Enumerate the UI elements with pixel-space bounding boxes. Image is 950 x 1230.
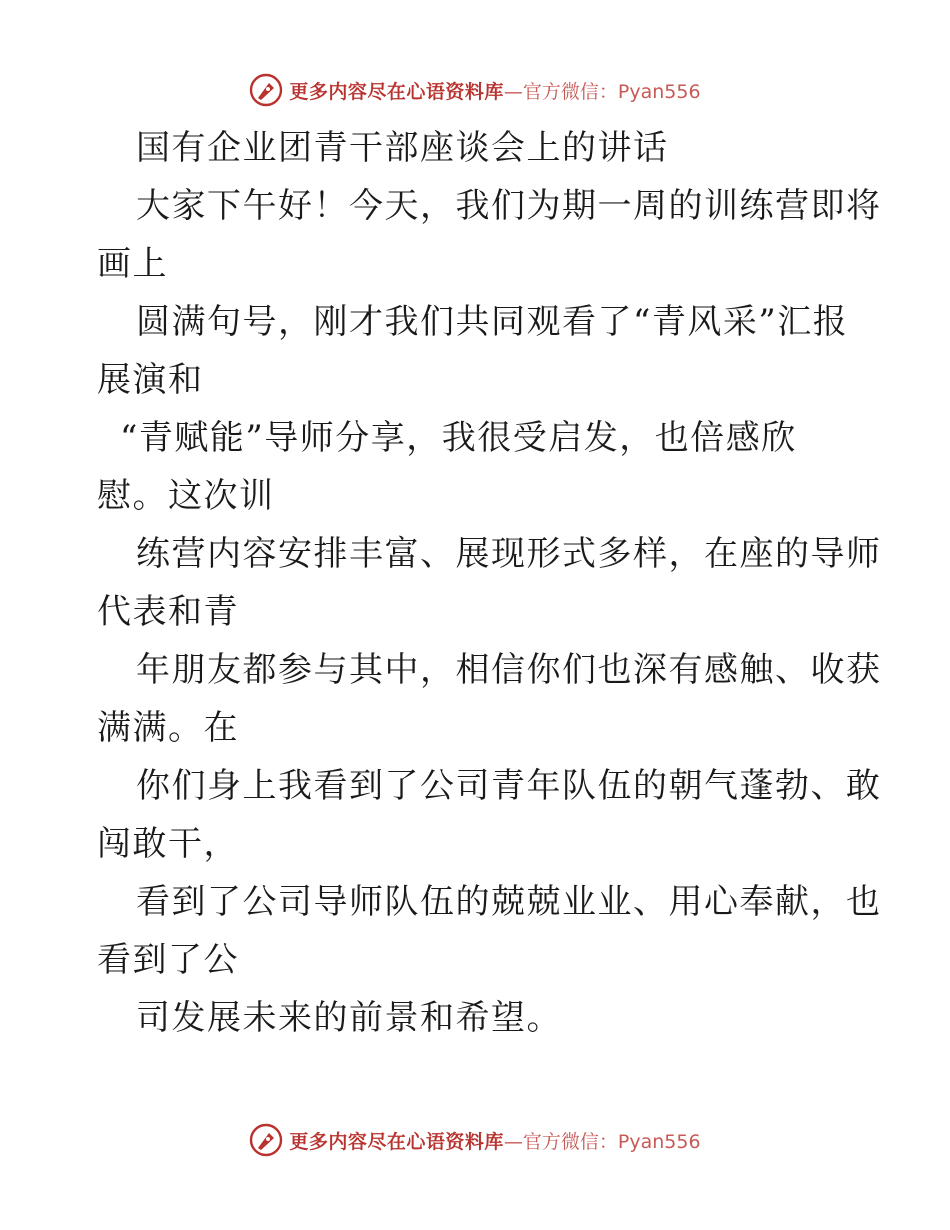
paragraph-line: 年朋友都参与其中，相信你们也深有感触、收获 [136,650,882,690]
brand-wechat: —官方微信：Pyan556 [503,80,701,103]
paragraph-line: 展演和 [97,360,204,400]
brand-watermark [249,73,700,107]
paragraph-line: 闯敢干， [97,824,239,864]
paragraph-line: 大家下午好！今天，我们为期一周的训练营即将 [136,186,882,226]
paragraph-line: 圆满句号，刚才我们共同观看了“青风采”汇报 [136,302,849,342]
paragraph-line: 代表和青 [97,592,239,632]
paragraph-line: 看到了公司导师队伍的兢兢业业、用心奉献，也 [136,882,882,922]
brand-name: 更多内容尽在心语资料库 [289,1130,504,1153]
brand-name: 更多内容尽在心语资料库 [289,80,504,103]
brand-watermark [249,1123,700,1157]
paragraph-line: 你们身上我看到了公司青年队伍的朝气蓬勃、敢 [136,766,882,806]
paragraph-line: 满满。在 [97,708,239,748]
paragraph-line: “青赋能”导师分享，我很受启发，也倍感欣 [120,418,797,458]
paragraph-line: 慰。这次训 [97,476,275,516]
pen-nib-icon [249,1123,283,1157]
pen-nib-icon [249,73,283,107]
document-title: 国有企业团青干部座谈会上的讲话 [136,128,669,168]
brand-wechat: —官方微信：Pyan556 [503,1130,701,1153]
paragraph-line: 司发展未来的前景和希望。 [136,998,562,1038]
paragraph-line: 看到了公 [97,940,239,980]
paragraph-line: 画上 [97,244,168,284]
paragraph-line: 练营内容安排丰富、展现形式多样，在座的导师 [136,534,882,574]
page-header [0,70,950,110]
page-footer [0,1120,950,1160]
